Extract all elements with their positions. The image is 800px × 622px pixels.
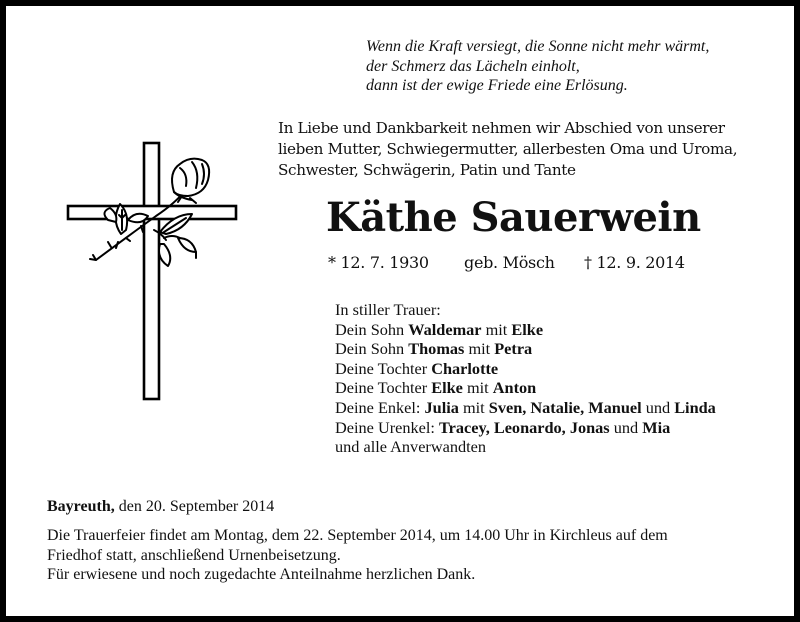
mourner-relation: Deine Tochter: [335, 378, 432, 398]
maiden-name: geb. Mösch: [464, 253, 555, 272]
poem-line: dann ist der ewige Friede eine Erlösung.: [366, 77, 628, 94]
mourner-relation: und: [641, 397, 675, 417]
mourners-closing: und alle Anverwandten: [335, 437, 487, 457]
mourner-lines: [335, 320, 716, 438]
mourner-relation: und: [609, 417, 643, 437]
service-info: [47, 526, 668, 585]
poem-line: Wenn die Kraft versiegt, die Sonne nicht mehr wärmt,: [366, 38, 710, 55]
mourner-name: Anton: [492, 378, 537, 398]
deceased-name: Käthe Sauerwein: [326, 194, 701, 241]
service-line: Für erwiesene und noch zugedachte Anteilnahme herzlichen Dank.: [47, 566, 476, 583]
life-dates: [328, 252, 685, 274]
mourner-name: Elke: [431, 378, 463, 398]
mourner-name: Petra: [494, 339, 533, 359]
intro-text: [278, 118, 737, 181]
mourner-relation: Deine Urenkel:: [335, 417, 439, 437]
service-line: Die Trauerfeier findet am Montag, dem 22. September 2014, um 14.00 Uhr in Kirchleus auf dem: [47, 527, 668, 544]
mourners-list: [335, 300, 716, 457]
mourner-line: [335, 320, 716, 340]
mourner-line: [335, 418, 716, 438]
date: den 20. September 2014: [114, 498, 275, 515]
mourner-name: Mia: [642, 417, 671, 437]
mourner-relation: mit: [462, 378, 493, 398]
poem-line: der Schmerz das Lächeln einholt,: [366, 57, 580, 75]
place: Bayreuth,: [47, 498, 115, 515]
mourner-relation: mit: [458, 397, 489, 417]
mourner-relation: Dein Sohn: [335, 319, 409, 339]
mourner-name: Linda: [674, 397, 716, 417]
mourner-name: Sven, Natalie, Manuel: [488, 397, 642, 417]
mourner-relation: mit: [464, 339, 495, 359]
intro-line: Schwester, Schwägerin, Patin und Tante: [278, 161, 576, 179]
mourner-relation: Deine Tochter: [335, 358, 432, 378]
intro-line: lieben Mutter, Schwiegermutter, allerbesten Oma und Uroma,: [278, 140, 738, 158]
place-date: [47, 497, 274, 517]
mourner-name: Charlotte: [431, 358, 499, 378]
mourners-heading: In stiller Trauer:: [335, 300, 441, 319]
mourner-relation: mit: [481, 319, 512, 339]
mourner-name: Elke: [511, 319, 544, 339]
mourner-line: [335, 378, 716, 398]
intro-line: In Liebe und Dankbarkeit nehmen wir Abschied von unserer: [278, 119, 725, 137]
poem: [366, 37, 709, 96]
mourner-name: Julia: [424, 397, 459, 417]
mourner-line: [335, 339, 716, 359]
mourner-relation: Dein Sohn: [335, 339, 409, 359]
mourner-line: [335, 359, 716, 379]
mourner-name: Thomas: [408, 339, 465, 359]
obituary-notice: [6, 6, 794, 616]
birth-date: * 12. 7. 1930: [328, 253, 429, 272]
mourner-name: Tracey, Leonardo, Jonas: [438, 417, 610, 437]
mourner-line: [335, 398, 716, 418]
service-line: Friedhof statt, anschließend Urnenbeisetzung.: [47, 546, 341, 564]
mourner-name: Waldemar: [408, 319, 482, 339]
mourner-relation: Deine Enkel:: [335, 397, 425, 417]
cross-with-rose-icon: [56, 134, 256, 406]
death-date: † 12. 9. 2014: [584, 253, 685, 272]
